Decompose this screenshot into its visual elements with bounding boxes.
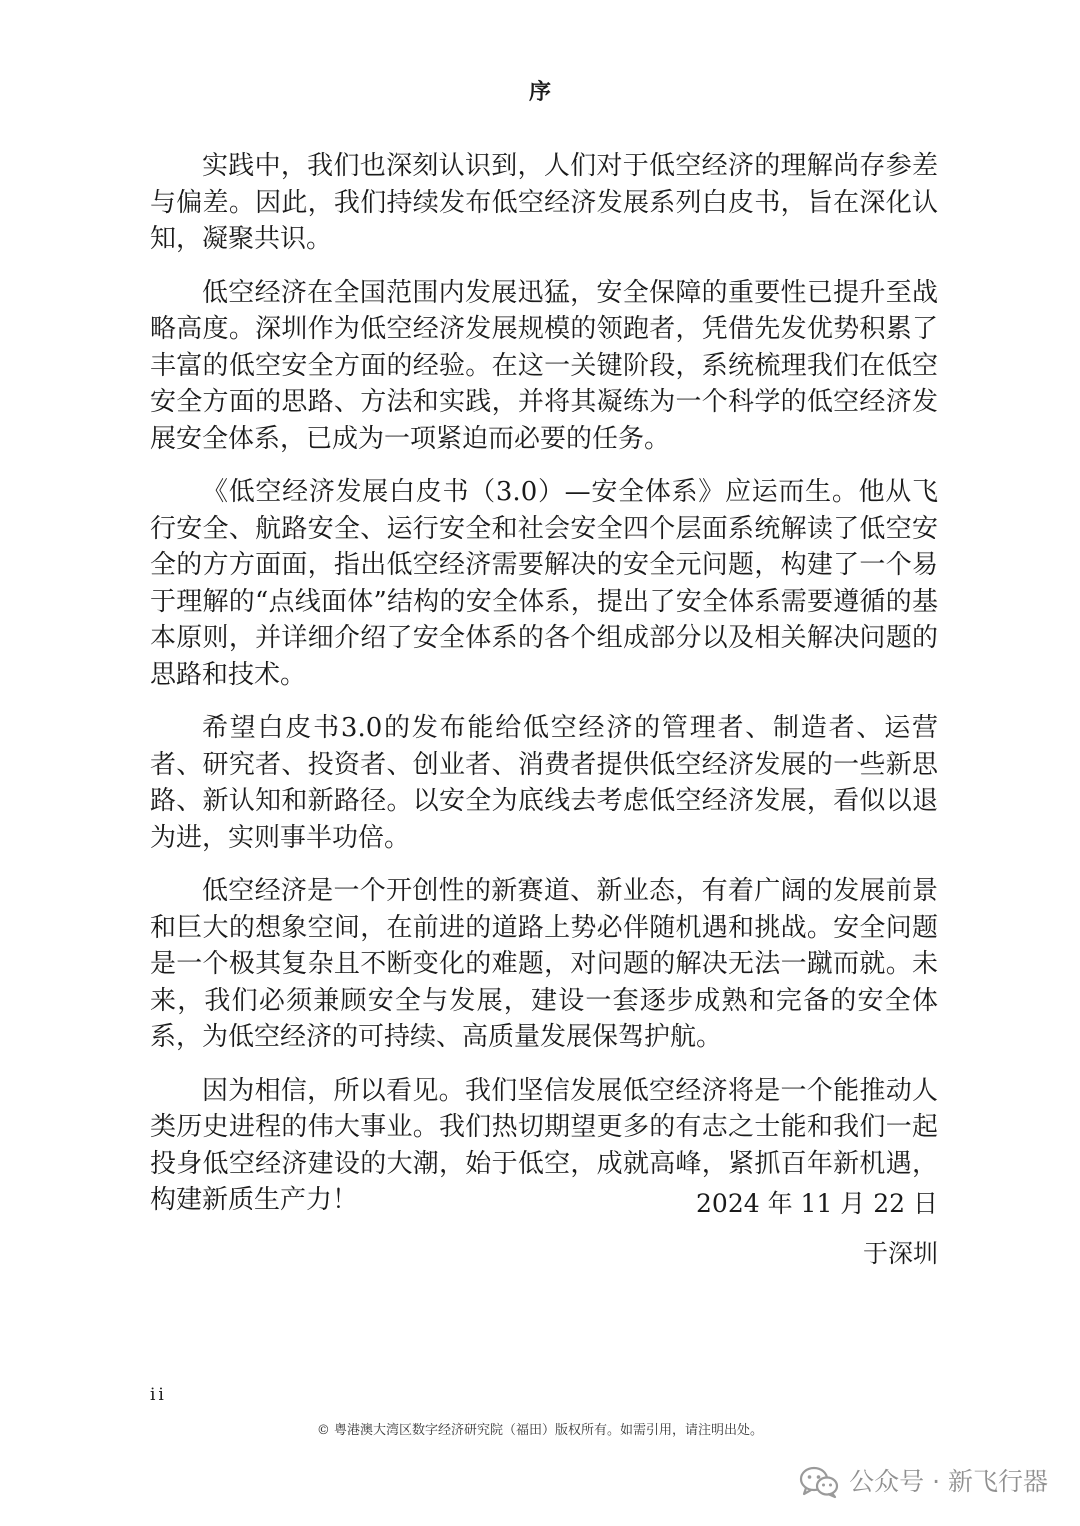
wechat-icon — [799, 1465, 839, 1499]
paragraph: 实践中，我们也深刻认识到，人们对于低空经济的理解尚存参差与偏差。因此，我们持续发布低空经济发展系列白皮书，旨在深化认知，凝聚共识。 — [150, 151, 938, 254]
watermark-text: 公众号 · 新飞行器 — [849, 1467, 1048, 1496]
paragraph: 低空经济在全国范围内发展迅猛，安全保障的重要性已提升至战略高度。深圳作为低空经济发展规模的领跑者，凭借先发优势积累了丰富的低空安全方面的经验。在这一关键阶段，系统梳理我们在低空安全方面的思路、方法和实践，并将其凝练为一个科学的低空经济发展安全体系，已成为一项紧迫而必要的任务。 — [150, 277, 938, 454]
page-title: 序 — [528, 79, 551, 105]
paragraph: 低空经济是一个开创性的新赛道、新业态，有着广阔的发展前景和巨大的想象空间，在前进的道路上势必伴随机遇和挑战。安全问题是一个极其复杂且不断变化的难题，对问题的解决无法一蹴而就。未来，我们必须兼顾安全与发展，建设一套逐步成熟和完备的安全体系，为低空经济的可持续、高质量发展保驾护航。 — [150, 876, 938, 1052]
copyright-footer: © 粤港澳大湾区数字经济研究院（福田）版权所有。如需引用，请注明出处。 — [316, 1423, 764, 1438]
signature-place: 于深圳 — [862, 1239, 938, 1268]
signature-date: 2024 年 11 月 22 日 — [696, 1189, 938, 1218]
page-number: ii — [150, 1385, 167, 1405]
paragraph: 希望白皮书3.0的发布能给低空经济的管理者、制造者、运营者、研究者、投资者、创业者、消费者提供低空经济发展的一些新思路、新认知和新路径。以安全为底线去考虑低空经济发展，看似以退为进，实则事半功倍。 — [150, 713, 938, 853]
paragraph: 《低空经济发展白皮书（3.0）—安全体系》应运而生。他从飞行安全、航路安全、运行安全和社会安全四个层面系统解读了低空安全的方方面面，指出低空经济需要解决的安全元问题，构建了一个易于理解的“点线面体”结构的安全体系，提出了安全体系需要遵循的基本原则，并详细介绍了安全体系的各个组成部分以及相关解决问题的思路和技术。 — [150, 477, 938, 690]
watermark — [799, 1462, 1048, 1502]
preface-body — [150, 148, 938, 1236]
paragraph: 因为相信，所以看见。我们坚信发展低空经济将是一个能推动人类历史进程的伟大事业。我们热切期望更多的有志之士能和我们一起投身低空经济建设的大潮，始于低空，成就高峰，紧抓百年新机遇，构建新质生产力！ — [150, 1075, 938, 1215]
